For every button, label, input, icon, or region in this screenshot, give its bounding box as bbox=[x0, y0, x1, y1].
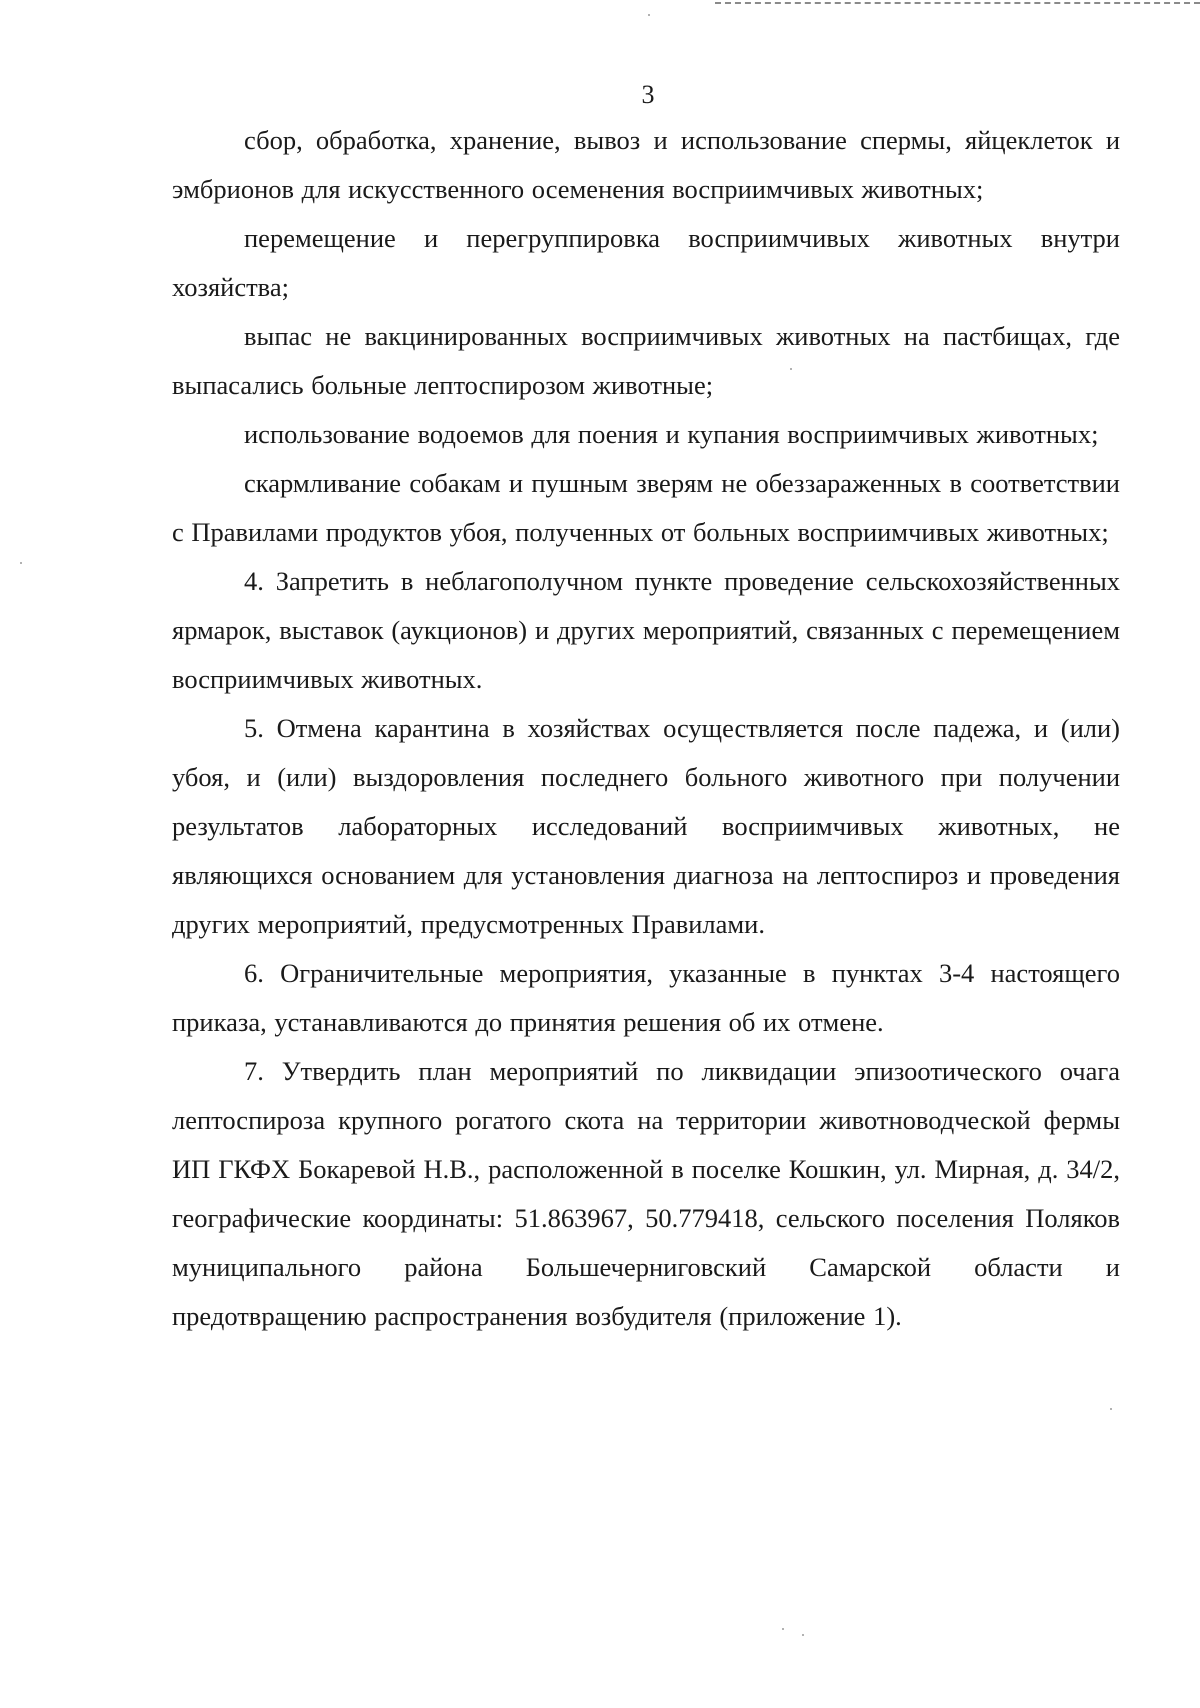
document-body bbox=[172, 116, 1120, 1341]
scan-edge-line bbox=[715, 2, 1200, 4]
paragraph-grazing: выпас не вакцинированных восприимчивых животных на пастбищах, где выпасались больные лептоспирозом животные; bbox=[172, 321, 1120, 400]
paragraph-item-7: 7. Утвердить план мероприятий по ликвидации эпизоотического очага лептоспироза крупного рогатого скота на территории животноводческой фермы ИП ГКФХ Бокаревой Н.В., расположенной в поселке Кошкин, ул. Мирная, д. 34/2, географические координаты: 51.863967, 50.779418, сельского поселения Поляков муниципального района Большечерниговский Самарской области и предотвращению распространения возбудителя (приложение 1). bbox=[172, 1056, 1120, 1331]
paragraph-water-bodies: использование водоемов для поения и купания восприимчивых животных; bbox=[244, 419, 1099, 449]
scan-speck bbox=[802, 1634, 804, 1636]
paragraph-feeding: скармливание собакам и пушным зверям не обеззараженных в соответствии с Правилами продуктов убоя, полученных от больных восприимчивых животных; bbox=[172, 468, 1120, 547]
scan-speck bbox=[1110, 1408, 1112, 1410]
paragraph-item-6: 6. Ограничительные мероприятия, указанные в пунктах 3-4 настоящего приказа, устанавливаются до принятия решения об их отмене. bbox=[172, 958, 1120, 1037]
scan-speck bbox=[648, 14, 650, 16]
paragraph-item-5: 5. Отмена карантина в хозяйствах осуществляется после падежа, и (или) убоя, и (или) выздоровления последнего больного животного при получении результатов лабораторных исследований восприимчивых животных, не являющихся основанием для установления диагноза на лептоспироз и проведения других мероприятий, предусмотренных Правилами. bbox=[172, 713, 1120, 939]
page-number: 3 bbox=[641, 80, 655, 109]
scan-speck bbox=[20, 562, 22, 564]
paragraph-animal-movement: перемещение и перегруппировка восприимчивых животных внутри хозяйства; bbox=[172, 223, 1120, 302]
scan-speck bbox=[790, 368, 792, 370]
paragraph-item-4: 4. Запретить в неблагополучном пункте проведение сельскохозяйственных ярмарок, выставок (аукционов) и других мероприятий, связанных с перемещением восприимчивых животных. bbox=[172, 566, 1120, 694]
paragraph-semen-collection: сбор, обработка, хранение, вывоз и использование спермы, яйцеклеток и эмбрионов для искусственного осеменения восприимчивых животных; bbox=[172, 125, 1120, 204]
scan-speck bbox=[782, 1628, 784, 1630]
